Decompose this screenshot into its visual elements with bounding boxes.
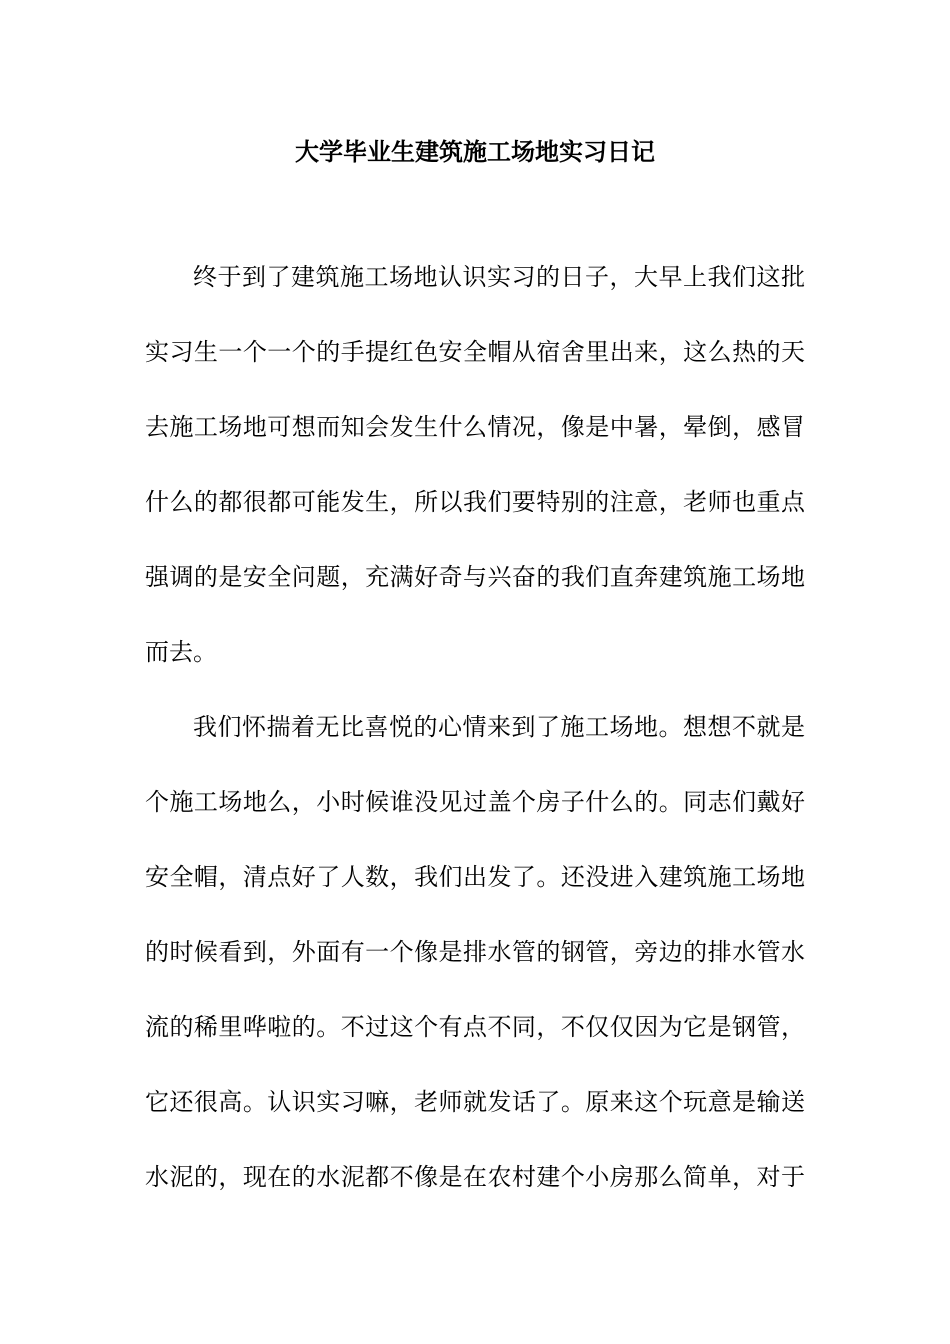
paragraph-line: 安全帽，清点好了人数，我们出发了。还没进入建筑施工场地: [145, 863, 805, 891]
paragraph-line: 我们怀揣着无比喜悦的心情来到了施工场地。想想不就是: [193, 713, 805, 741]
paragraph-line: 强调的是安全问题，充满好奇与兴奋的我们直奔建筑施工场地: [145, 563, 805, 591]
paragraph-line: 什么的都很都可能发生，所以我们要特别的注意，老师也重点: [145, 488, 805, 516]
paragraph-line: 去施工场地可想而知会发生什么情况，像是中暑，晕倒，感冒: [145, 413, 805, 441]
paragraph-line: 水泥的，现在的水泥都不像是在农村建个小房那么简单，对于: [145, 1163, 805, 1191]
paragraph-line: 终于到了建筑施工场地认识实习的日子，大早上我们这批: [193, 263, 805, 291]
document-body: [145, 257, 805, 1232]
document-title: 大学毕业生建筑施工场地实习日记: [295, 137, 655, 166]
paragraph-line: 而去。: [145, 638, 217, 666]
paragraph-line: 实习生一个一个的手提红色安全帽从宿舍里出来，这么热的天: [145, 338, 805, 366]
paragraph-line: 的时候看到，外面有一个像是排水管的钢管，旁边的排水管水: [145, 938, 805, 966]
paragraph-line: 个施工场地么，小时候谁没见过盖个房子什么的。同志们戴好: [145, 788, 805, 816]
paragraph-line: 它还很高。认识实习嘛，老师就发话了。原来这个玩意是输送: [145, 1088, 805, 1116]
paragraph-2: [145, 707, 805, 1232]
paragraph-line: 流的稀里哗啦的。不过这个有点不同，不仅仅因为它是钢管，: [145, 1013, 805, 1041]
paragraph-1: [145, 257, 805, 707]
